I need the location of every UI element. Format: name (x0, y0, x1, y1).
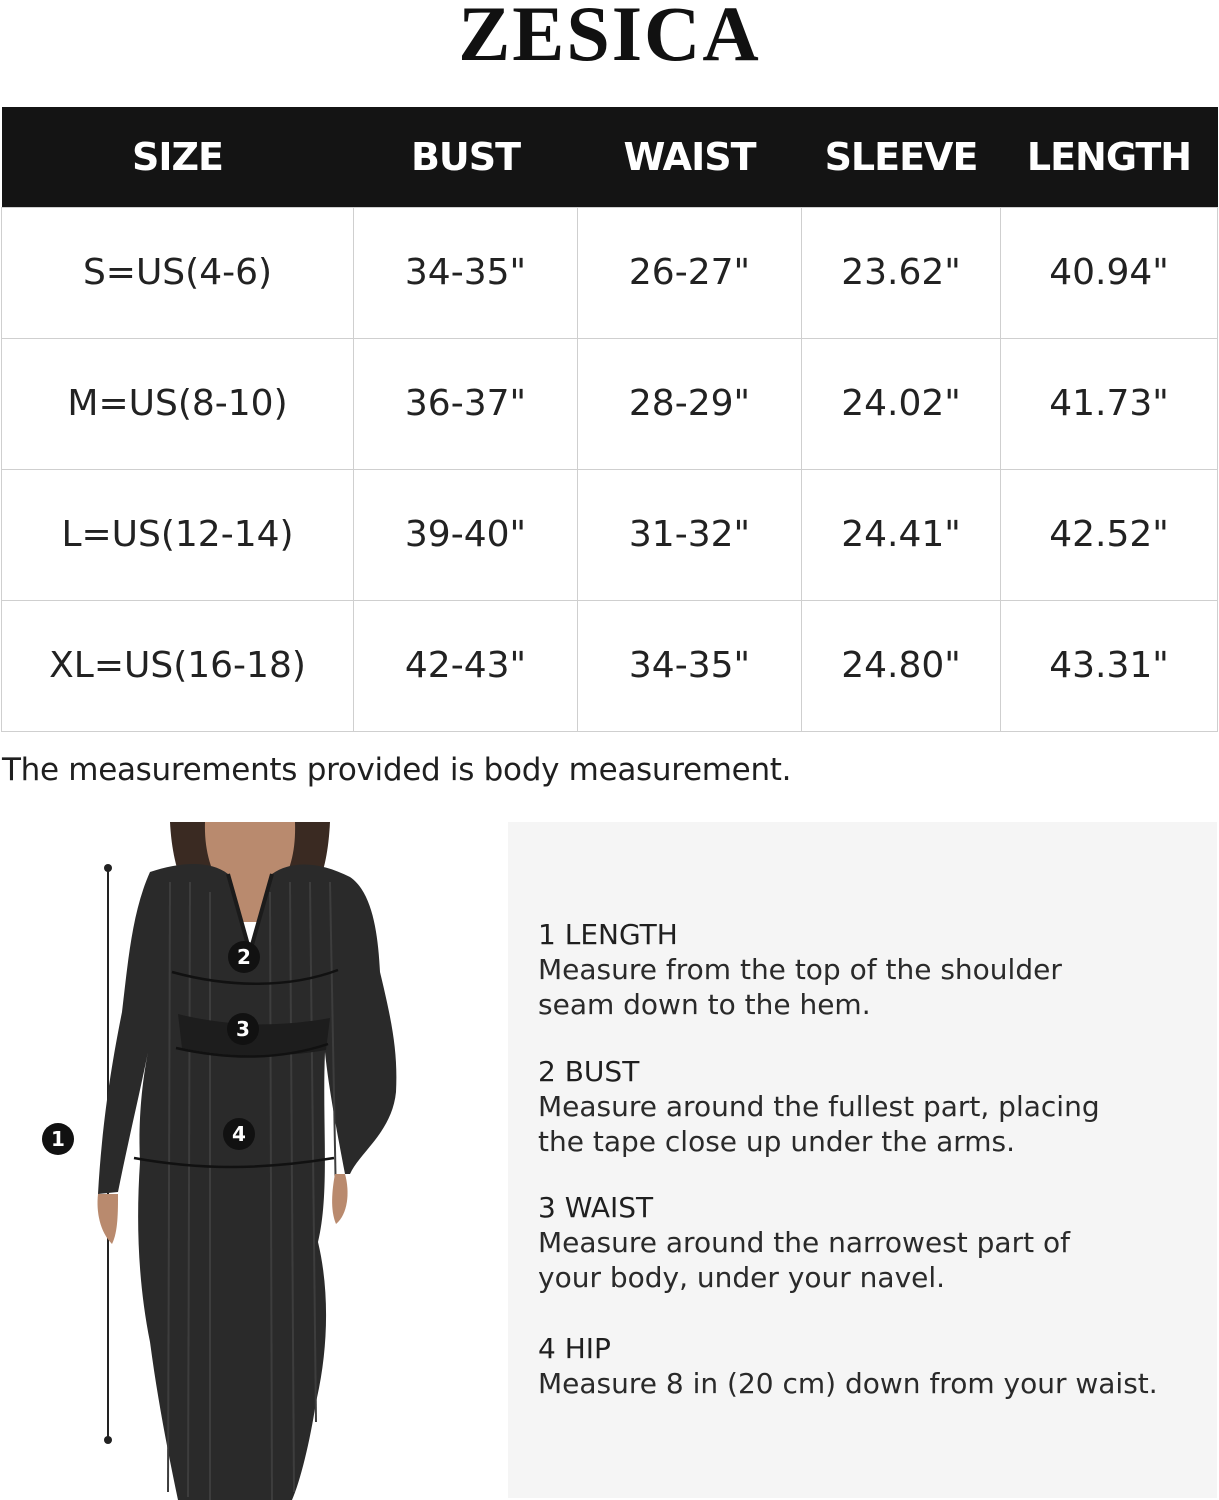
cell-bust: 34-35" (354, 207, 578, 338)
guide-item-waist (538, 1191, 1198, 1295)
cell-waist: 28-29" (578, 338, 802, 469)
size-chart-table (1, 107, 1218, 732)
table-header-row (2, 107, 1218, 207)
table-row (2, 338, 1218, 469)
header-length: LENGTH (1001, 107, 1218, 207)
guide-desc-length: Measure from the top of the shoulder seam down to the hem. (538, 953, 1062, 1021)
cell-sleeve: 24.02" (802, 338, 1001, 469)
cell-waist: 31-32" (578, 469, 802, 600)
table-row (2, 600, 1218, 731)
cell-length: 41.73" (1001, 338, 1218, 469)
header-waist: WAIST (578, 107, 802, 207)
cell-length: 43.31" (1001, 600, 1218, 731)
table-row (2, 469, 1218, 600)
cell-bust: 39-40" (354, 469, 578, 600)
brand-logo: ZESICA (458, 0, 761, 77)
guide-item-length (538, 918, 1198, 1022)
guide-desc-bust: Measure around the fullest part, placing the tape close up under the arms. (538, 1090, 1100, 1158)
marker-3-label: 3 (236, 1017, 250, 1041)
cell-waist: 26-27" (578, 207, 802, 338)
cell-length: 42.52" (1001, 469, 1218, 600)
guide-item-hip (538, 1332, 1198, 1401)
guide-title-bust: 2 BUST (538, 1055, 640, 1088)
table-row (2, 207, 1218, 338)
left-hand (98, 1194, 118, 1244)
guide-title-hip: 4 HIP (538, 1332, 611, 1365)
marker-4-label: 4 (232, 1122, 246, 1146)
cell-length: 40.94" (1001, 207, 1218, 338)
cell-sleeve: 24.80" (802, 600, 1001, 731)
dress-figure-illustration (0, 822, 505, 1500)
cell-size: L=US(12-14) (2, 469, 354, 600)
cell-sleeve: 24.41" (802, 469, 1001, 600)
cell-bust: 36-37" (354, 338, 578, 469)
marker-1-label: 1 (51, 1127, 65, 1151)
cell-size: XL=US(16-18) (2, 600, 354, 731)
guide-desc-waist: Measure around the narrowest part of your body, under your navel. (538, 1226, 1070, 1294)
marker-2-label: 2 (237, 945, 251, 969)
length-guide-bottom-dot (104, 1436, 112, 1444)
cell-sleeve: 23.62" (802, 207, 1001, 338)
cell-size: S=US(4-6) (2, 207, 354, 338)
length-guide-top-dot (104, 864, 112, 872)
cell-bust: 42-43" (354, 600, 578, 731)
guide-title-waist: 3 WAIST (538, 1191, 654, 1224)
guide-title-length: 1 LENGTH (538, 918, 678, 951)
header-size: SIZE (2, 107, 354, 207)
measurement-guide-panel (508, 822, 1217, 1498)
cell-waist: 34-35" (578, 600, 802, 731)
right-hand (332, 1174, 347, 1224)
measurement-note: The measurements provided is body measurement. (2, 752, 792, 788)
header-bust: BUST (354, 107, 578, 207)
header-sleeve: SLEEVE (802, 107, 1001, 207)
cell-size: M=US(8-10) (2, 338, 354, 469)
guide-desc-hip: Measure 8 in (20 cm) down from your waist. (538, 1367, 1158, 1400)
guide-item-bust (538, 1055, 1198, 1159)
